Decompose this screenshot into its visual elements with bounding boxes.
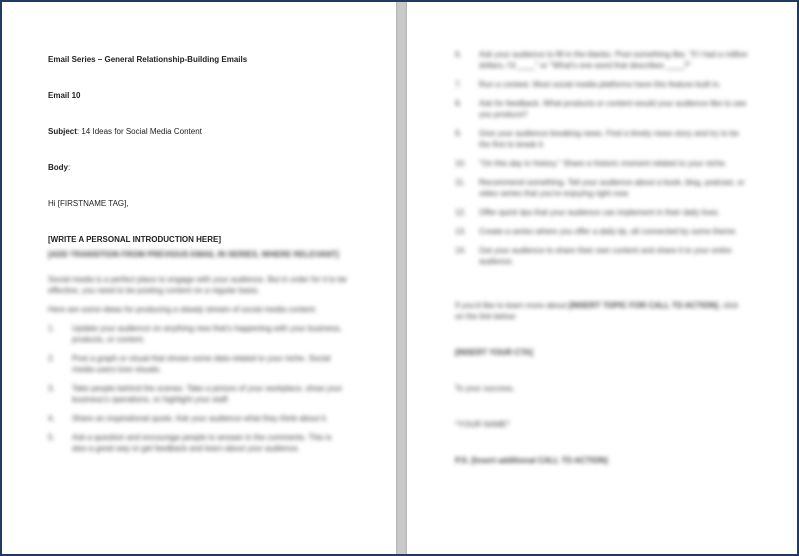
list-number: 7. (455, 80, 462, 89)
list-number: 11. (455, 178, 466, 187)
page-content-right (455, 49, 749, 466)
list-text: Take people behind the scenes. Take a picture of your workplace, show your business's operations, or highlight your staff. (72, 384, 343, 404)
list-text: Ask a question and encourage people to answer in the comments. This is also a great way to get feedback and learn about your audience. (72, 433, 332, 453)
body-line (48, 162, 348, 173)
sender-name: *YOUR NAME* (455, 420, 510, 429)
ps-line: P.S. [Insert additional CALL TO ACTION] (455, 456, 608, 465)
list-text: Ask for feedback. What products or content would your audience like to see you produce? (479, 99, 747, 119)
list-text: Share an inspirational quote. Ask your audience what they think about it. (72, 414, 328, 423)
intro-placeholder: [WRITE A PERSONAL INTRODUCTION HERE] (48, 235, 222, 244)
list-item (48, 432, 348, 454)
cta-text-pre: If you'd like to learn more about (455, 301, 569, 310)
list-text: Create a series where you offer a daily tip, all connected by some theme. (479, 227, 738, 236)
list-item (48, 323, 348, 345)
list-item (455, 177, 749, 199)
paragraph-2: Here are some ideas for producing a steady stream of social media content: (48, 305, 317, 314)
list-number: 5. (48, 433, 55, 442)
list-number: 13. (455, 227, 467, 236)
document-viewer (2, 2, 797, 554)
body-label: Body (48, 163, 68, 172)
list-item (455, 245, 749, 267)
list-text: Post a graph or visual that shows some data related to your niche. Social media users love visuals. (72, 354, 331, 374)
document-page-right (407, 2, 797, 554)
list-item (48, 383, 348, 405)
document-page-left (2, 2, 396, 554)
list-number: 10. (455, 159, 467, 168)
ideas-list-left (48, 323, 348, 454)
list-number: 1. (48, 324, 55, 333)
email-number: Email 10 (48, 91, 81, 100)
list-text: Update your audience on anything new that's happening with your business, products, or content. (72, 324, 342, 344)
list-number: 4. (48, 414, 55, 423)
blurred-body-left (48, 249, 348, 454)
list-number: 2. (48, 354, 55, 363)
document-title: Email Series – General Relationship-Building Emails (48, 55, 248, 64)
subject-value: : 14 Ideas for Social Media Content (76, 127, 202, 136)
paragraph-1: Social media is a perfect place to engage with your audience. But in order for it to be effective, you need to be posting content on a regular basis. (48, 275, 347, 295)
cta-link: [INSERT YOUR CTA] (455, 348, 533, 357)
list-number: 6. (455, 50, 462, 59)
cta-text-post: , click on the link below: (455, 301, 739, 321)
page-content-left (48, 54, 348, 462)
list-text: Run a contest. Most social media platforms have this feature built in. (479, 80, 721, 89)
list-item (455, 98, 749, 120)
subject-line (48, 126, 348, 137)
cta-topic: [INSERT TOPIC FOR CALL TO ACTION] (568, 301, 719, 310)
list-item (455, 128, 749, 150)
list-text: "On this day in history." Share a historic moment related to your niche. (479, 159, 727, 168)
ideas-list-right (455, 49, 749, 267)
transition-placeholder: [ADD TRANSITION FROM PREVIOUS EMAIL IN SERIES, WHERE RELEVANT] (48, 250, 339, 259)
list-item (455, 226, 749, 237)
list-item (455, 207, 749, 218)
greeting: Hi [FIRSTNAME TAG], (48, 199, 129, 208)
list-number: 9. (455, 129, 462, 138)
list-item (455, 79, 749, 90)
list-number: 8. (455, 99, 462, 108)
list-number: 3. (48, 384, 55, 393)
list-item (455, 158, 749, 169)
list-number: 14. (455, 246, 467, 255)
list-text: Ask your audience to fill in the blanks. Post something like, "If I had a million dollars, I'd ____" or "What's one word that describes ____?" (479, 50, 748, 70)
list-item (48, 353, 348, 375)
cta-paragraph (455, 300, 749, 322)
list-item (455, 49, 749, 71)
list-text: Recommend something. Tell your audience about a book, blog, podcast, or video series that you're enjoying right now. (479, 178, 745, 198)
list-text: Get your audience to share their own content and share it to your entire audience. (479, 246, 732, 266)
signoff: To your success, (455, 384, 515, 393)
list-number: 12. (455, 208, 467, 217)
subject-label: Subject (48, 127, 77, 136)
list-item (48, 413, 348, 424)
list-text: Offer quick tips that your audience can implement in their daily lives. (479, 208, 720, 217)
body-colon: : (68, 163, 71, 172)
list-text: Give your audience breaking news. Find a timely news story and try to be the first to break it. (479, 129, 739, 149)
